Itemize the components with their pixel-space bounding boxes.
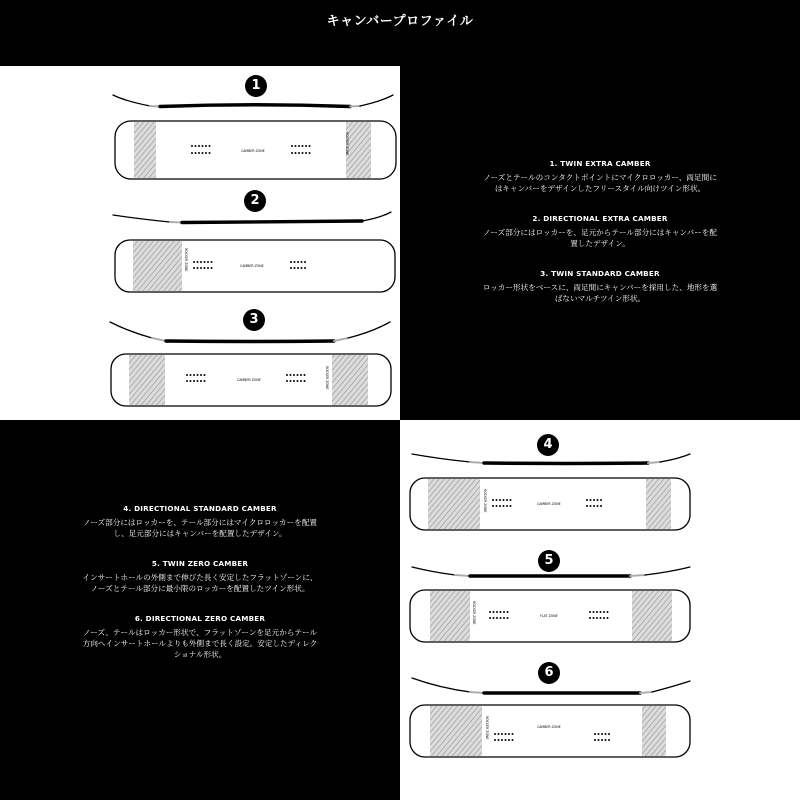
profile-5-nose-hatch [430,591,470,641]
profile-5-board-top [410,590,690,642]
profile-2-nose-hatch [133,241,182,291]
profile-5-diagram [410,567,690,642]
profile-6-rocker-label: ROCKER ZONE [485,716,489,740]
profile-3-board-top [111,354,391,406]
profile-2-diagram [113,212,395,292]
profile-4-side-curve [412,454,690,464]
profile-2-heading: 2. DIRECTIONAL EXTRA CAMBER [532,214,668,223]
profile-3-nose-hatch [129,355,165,405]
profile-2-board-top [115,240,395,292]
profile-5-rocker-label: ROCKER ZONE [472,601,476,625]
profile-3-heading: 3. TWIN STANDARD CAMBER [540,269,660,278]
profile-4-heading: 4. DIRECTIONAL STANDARD CAMBER [123,504,277,513]
profile-4-nose-hatch [428,479,480,529]
profile-6-heading: 6. DIRECTIONAL ZERO CAMBER [134,614,266,623]
profile-1-heading: 1. TWIN EXTRA CAMBER [549,159,651,168]
profile-4-description: ノーズ部分にはロッカーを、テール部分にはマイクロロッカーを配置 し、足元部分にはキャンバーを配置したデザイン。 [82,518,318,538]
profile-3-diagram [110,322,391,406]
profile-3-side-curve [110,322,390,342]
profile-1-diagram [113,95,396,179]
profile-5-number-badge: 5 [538,550,560,572]
profile-1-side-curve [113,95,393,107]
profile-6-tail-hatch [642,706,666,756]
profile-6-diagram [410,678,690,757]
profile-6-board-top [410,705,690,757]
profile-4-number-badge: 4 [537,434,559,456]
profile-1-board-top [115,121,396,179]
page-title: キャンバープロファイル [326,14,474,29]
profile-3-rocker-label: ROCKER ZONE [325,366,329,390]
profile-3-zone-label: CAMBER ZONE [237,378,261,382]
profile-1-nose-hatch [134,122,156,178]
profile-5-description: インサートホールの外側まで伸びた長く安定したフラットゾーンに、 ノーズとテール部分に最小限のロッカーを配置したツイン形状。 [82,573,318,593]
profile-5-side-curve [412,567,690,576]
profile-5-tail-hatch [632,591,672,641]
profile-2-description: ノーズ部分にはロッカーを、足元からテール部分にはキャンバーを配 置したデザイン。 [483,228,717,248]
profile-5-zone-label: FLAT ZONE [540,614,558,618]
profile-6-description: ノーズ、テールはロッカー形状で、フラットゾーンを足元からテール 方向へインサートホールよりも外側まで長く設定。安定したディレク ショナル形状。 [82,628,318,659]
profile-6-number-badge: 6 [538,662,560,684]
profile-4-rocker-label: ROCKER ZONE [483,489,487,513]
profile-1-description: ノーズとテールのコンタクトポイントにマイクロロッカー、両足間に はキャンバーをデザインしたフリースタイル向けツイン形状。 [483,173,717,193]
profile-1-zone-label: CAMBER ZONE [241,149,265,153]
profile-6-side-curve [412,678,690,693]
profile-6-nose-hatch [430,706,482,756]
profile-6-zone-label: CAMBER ZONE [537,725,561,729]
profile-2-side-curve [113,212,391,223]
profile-4-diagram [410,454,690,530]
profile-3-description: ロッカー形状をベースに、両足間にキャンバーを採用した、地形を選 ばないマルチツイン形状。 [482,283,718,303]
profile-5-heading: 5. TWIN ZERO CAMBER [151,559,249,568]
profile-2-rocker-label: ROCKER ZONE [184,248,188,272]
profile-4-zone-label: CAMBER ZONE [537,502,561,506]
profile-4-tail-hatch [646,479,671,529]
profile-2-zone-label: CAMBER ZONE [240,264,264,268]
profile-1-number-badge: 1 [245,75,267,97]
profile-4-board-top [410,478,690,530]
profile-1-rocker-label: ROCKER ZONE [345,132,349,156]
profile-3-tail-hatch [332,355,368,405]
profile-3-number-badge: 3 [243,309,265,331]
profile-2-number-badge: 2 [244,190,266,212]
